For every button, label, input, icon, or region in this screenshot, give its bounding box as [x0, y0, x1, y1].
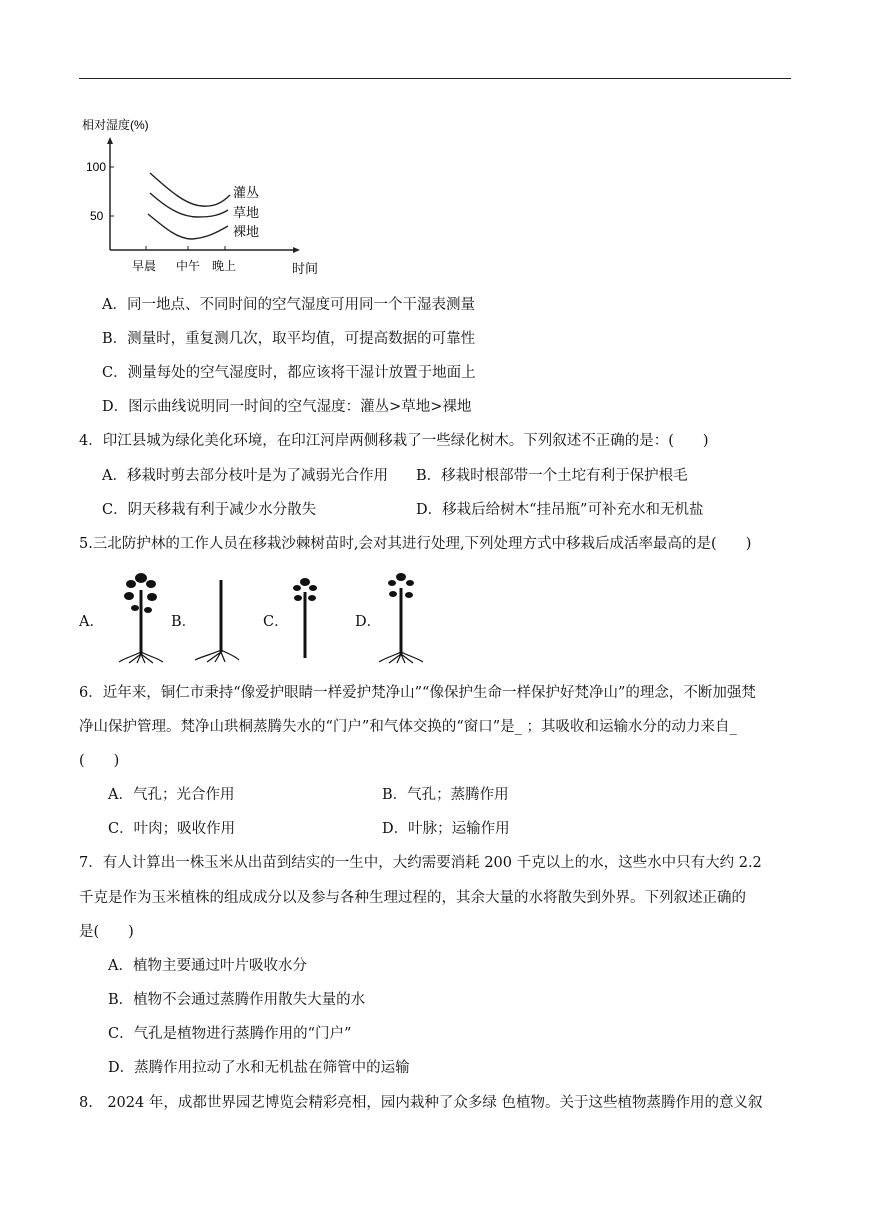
q7-line-1: 7．有人计算出一株玉米从出苗到结实的一生中，大约需要消耗 200 千克以上的水，这些水中只有大约 2.2 [79, 855, 762, 871]
q5-label-b: B． [171, 614, 197, 630]
q4-option-b: B．移栽时根部带一个土坨有利于保护根毛 [416, 468, 688, 484]
q5-label-c: C． [263, 614, 289, 630]
y-axis-label: 相对湿度(%) [82, 118, 149, 132]
q6-option-b: B．气孔；蒸腾作用 [382, 787, 509, 803]
humidity-chart [78, 113, 338, 278]
q5-stem: 5.三北防护林的工作人员在移栽沙棘树苗时,会对其进行处理,下列处理方式中移栽后成活率最高的是( ) [79, 536, 752, 552]
series-label-grass: 草地 [233, 205, 260, 220]
y-tick-50: 50 [90, 209, 104, 223]
y-axis-arrow [107, 137, 113, 144]
tree-d-pruned-crown-with-roots [377, 570, 427, 665]
q5-label-d: D． [355, 614, 382, 630]
q6-option-d: D．叶脉；运输作用 [382, 821, 510, 837]
q4-option-c: C．阴天移栽有利于减少水分散失 [102, 502, 317, 518]
q4-option-d: D．移栽后给树木“挂吊瓶”可补充水和无机盐 [416, 502, 704, 518]
series-label-bare: 裸地 [233, 224, 260, 239]
q7-line-2: 千克是作为玉米植株的组成成分以及参与各种生理过程的，其余大量的水将散失到外界。下列叙述正确的 [79, 890, 746, 906]
tree-b-bare-trunk-with-roots [191, 576, 241, 666]
q6-line-2: 净山保护管理。梵净山珙桐蒸腾失水的“门户”和气体交换的“窗口”是_ ；其吸收和运输水分的动力来自_ [79, 719, 737, 735]
x-tick-label-0: 早晨 [132, 259, 157, 273]
q6-line-1: 6．近年来，铜仁市秉持“像爱护眼睛一样爱护梵净山”“像保护生命一样保护好梵净山”的理念，不断加强梵 [79, 685, 756, 701]
tree-c-crown-no-roots [285, 574, 325, 664]
x-axis-label: 时间 [292, 261, 319, 276]
series-label-shrub: 灌丛 [233, 185, 260, 200]
q6-line-3: ( ) [79, 753, 120, 769]
q7-option-c: C．气孔是植物进行蒸腾作用的“门户” [108, 1026, 352, 1042]
header-rule [79, 78, 791, 79]
q8-line-1: 8. 2024 年，成都世界园艺博览会精彩亮相，园内栽种了众多绿 色植物。关于这些植物蒸腾作用的意义叙 [79, 1095, 763, 1111]
q3-option-b: B．测量时，重复测几次，取平均值，可提高数据的可靠性 [102, 331, 476, 347]
tree-a-with-crown-and-roots [115, 570, 165, 665]
q7-line-3: 是( ) [79, 924, 134, 940]
series-line-grass [150, 193, 228, 217]
q3-option-d: D．图示曲线说明同一时间的空气湿度：灌丛>草地>裸地 [102, 399, 472, 415]
series-line-shrub [150, 173, 230, 206]
q7-option-a: A．植物主要通过叶片吸收水分 [108, 958, 307, 974]
q7-option-b: B．植物不会通过蒸腾作用散失大量的水 [108, 992, 366, 1008]
x-tick-label-2: 晚上 [212, 259, 237, 273]
y-tick-100: 100 [86, 160, 107, 174]
q5-label-a: A． [79, 614, 104, 630]
q3-option-a: A．同一地点、不同时间的空气湿度可用同一个干湿表测量 [102, 297, 475, 313]
q4-stem: 4．印江县城为绿化美化环境，在印江河岸两侧移栽了一些绿化树木。下列叙述不正确的是：( ) [79, 433, 709, 449]
q6-option-c: C．叶肉；吸收作用 [108, 821, 236, 837]
q3-option-c: C．测量每处的空气湿度时，都应该将干湿计放置于地面上 [102, 365, 476, 381]
x-axis-arrow [293, 247, 300, 253]
q5-figure [79, 570, 419, 670]
q6-option-a: A．气孔；光合作用 [108, 787, 235, 803]
q4-option-a: A．移栽时剪去部分枝叶是为了减弱光合作用 [102, 468, 388, 484]
q7-option-d: D．蒸腾作用拉动了水和无机盐在筛管中的运输 [108, 1060, 410, 1076]
series-line-bare [148, 214, 228, 239]
x-tick-label-1: 中午 [176, 259, 201, 273]
